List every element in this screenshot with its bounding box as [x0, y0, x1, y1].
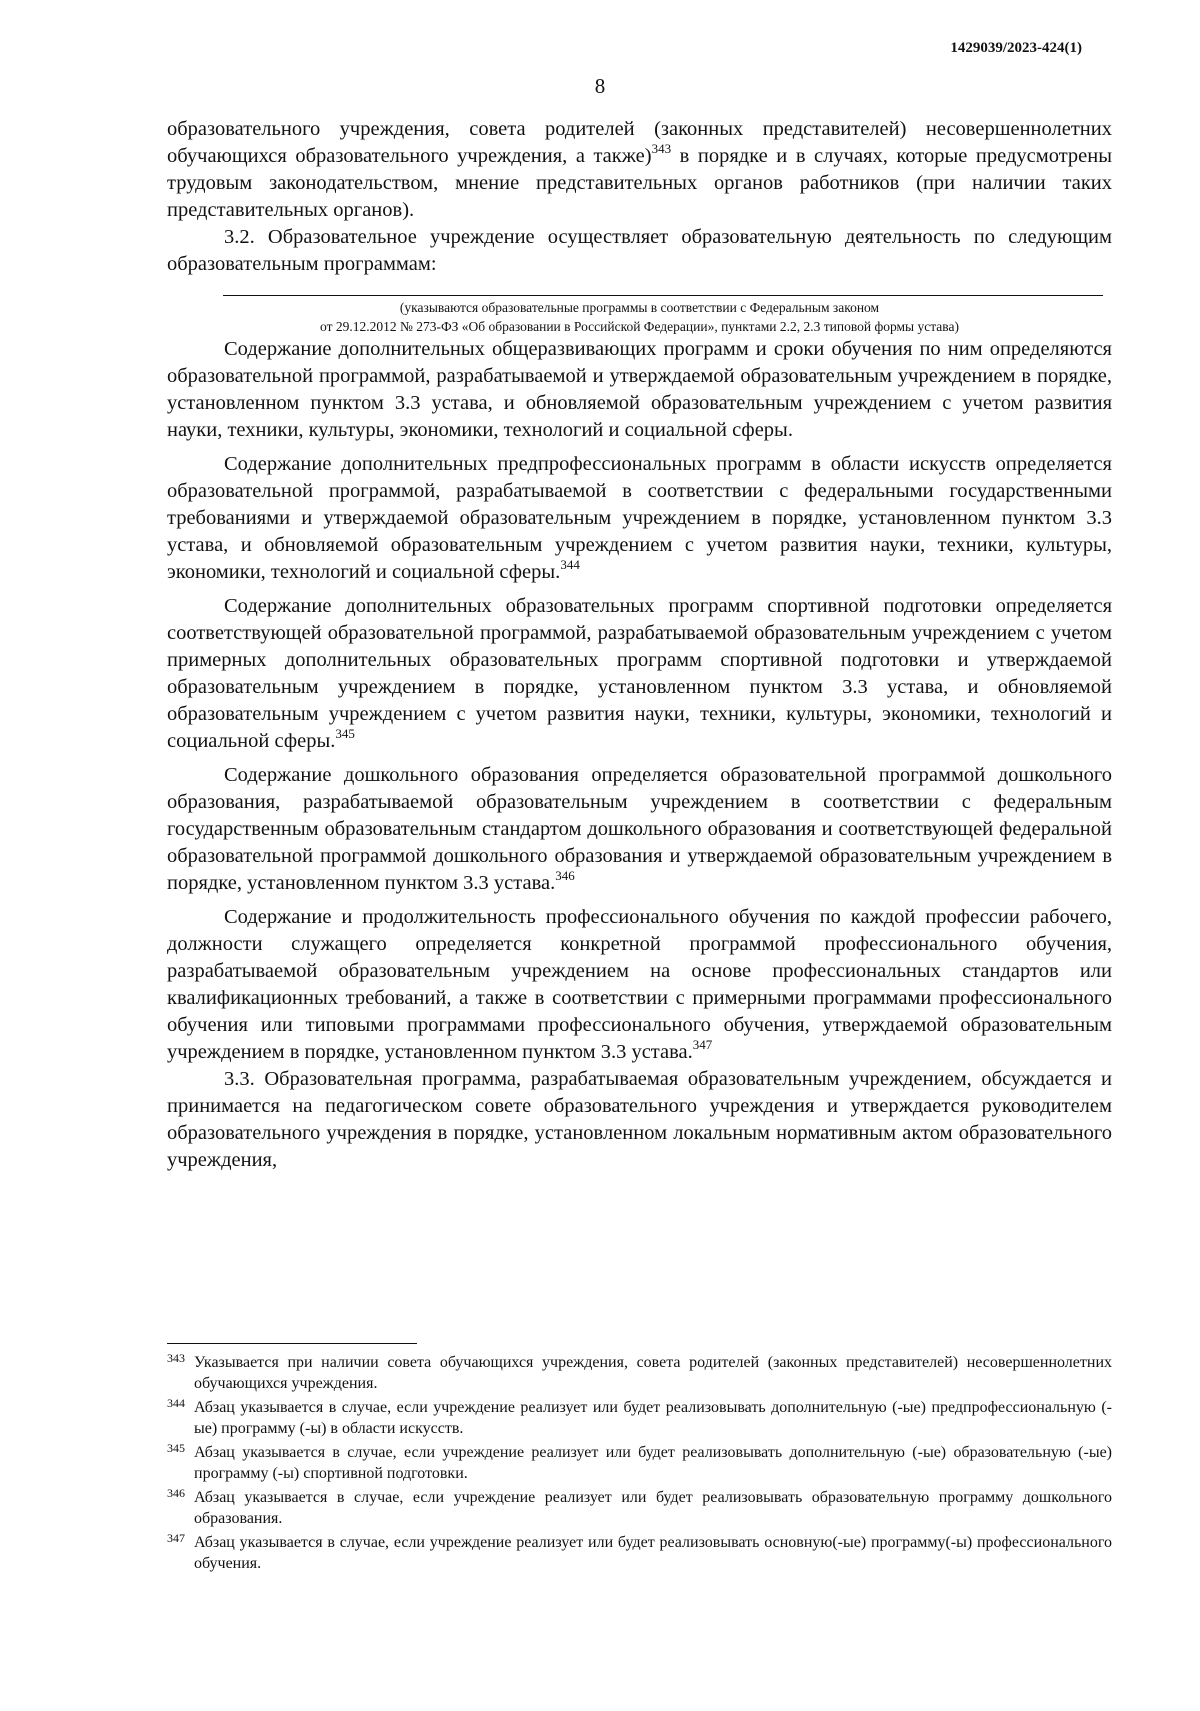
- paragraph-preschool: [167, 762, 1112, 897]
- footnote: [167, 1352, 1112, 1394]
- paragraph-text: в порядке и в случаях, которые предусмотрены трудовым законодательством, мнение представительных органов работников (при наличии таких представительных органов).: [167, 145, 1112, 221]
- footnote-number: 347: [167, 1531, 185, 1545]
- footnote: [167, 1397, 1112, 1439]
- paragraph-continuation: [167, 116, 1112, 224]
- footnote-text: Абзац указывается в случае, если учреждение реализует или будет реализовывать основную(-ые) программу(-ы) профессионального обучения.: [194, 1534, 1112, 1572]
- footnote: [167, 1442, 1112, 1484]
- footnote-text: Абзац указывается в случае, если учреждение реализует или будет реализовывать дополнительную (-ые) образовательную (-ые) программу (-ы) спортивной подготовки.: [194, 1444, 1112, 1482]
- footnote-number: 344: [167, 1396, 185, 1410]
- paragraph-3-3: 3.3. Образовательная программа, разрабатываемая образовательным учреждением, обсуждается и принимается на педагогическом совете образовательного учреждения и утверждается руководителем образовательного учреждения в порядке, установленном локальным нормативным актом образовательного учреждения,: [167, 1068, 1112, 1171]
- footnote-text: Указывается при наличии совета обучающихся учреждения, совета родителей (законных представителей) несовершеннолетних обучающихся учреждения.: [194, 1354, 1112, 1392]
- footnote-ref[interactable]: 346: [555, 868, 575, 883]
- footnote-number: 343: [167, 1351, 185, 1365]
- paragraph-sports: [167, 593, 1112, 755]
- fill-in-caption: [167, 298, 1112, 336]
- caption-line: от 29.12.2012 № 273-ФЗ «Об образовании в Российской Федерации», пунктами 2.2, 2.3 типовой формы устава): [320, 319, 959, 334]
- footnote-number: 346: [167, 1486, 185, 1500]
- paragraph-text: Содержание дополнительных образовательных программ спортивной подготовки определяется соответствующей образовательной программой, разрабатываемой образовательным учреждением с учетом примерных дополнительных образовательных программ спортивной подготовки и утверждаемой образовательным учреждением в порядке, установленном пунктом 3.3 устава, и обновляемой образовательным учреждением с учетом развития науки, техники, культуры, экономики, технологий и социальной сферы.: [167, 595, 1112, 752]
- document-number: 1429039/2023-424(1): [950, 40, 1082, 56]
- paragraph-vocational: [167, 904, 1112, 1066]
- footnote-text: Абзац указывается в случае, если учреждение реализует или будет реализовывать образовательную программу дошкольного образования.: [194, 1489, 1112, 1527]
- footnote-ref[interactable]: 347: [692, 1037, 713, 1052]
- document-body: [167, 116, 1112, 1174]
- paragraph-text: Содержание и продолжительность профессионального обучения по каждой профессии рабочего, должности служащего определяется конкретной программой профессионального обучения, разрабатываемой образовательным учреждением на основе профессиональных стандартов или квалификационных требований, а также в соответствии с примерными программами профессионального обучения или типовыми программами профессионального обучения, утверждаемой образовательным учреждением в порядке, установленном пунктом 3.3 устава.: [167, 906, 1112, 1063]
- paragraph-text: Содержание дополнительных предпрофессиональных программ в области искусств определяется образовательной программой, разрабатываемой в соответствии с федеральными государственными требованиями и утверждаемой образовательным учреждением в порядке, установленном пунктом 3.3 устава, и обновляемой образовательным учреждением с учетом развития науки, техники, культуры, экономики, технологий и социальной сферы.: [167, 453, 1112, 583]
- footnotes: [167, 1352, 1112, 1577]
- footnote: [167, 1532, 1112, 1574]
- paragraph-text: Содержание дошкольного образования определяется образовательной программой дошкольного образования, разрабатываемой образовательным учреждением в соответствии с федеральным государственным образовательным стандартом дошкольного образования и соответствующей федеральной образовательной программой дошкольного образования и утверждаемой образовательным учреждением в порядке, установленном пунктом 3.3 устава.: [167, 764, 1112, 894]
- paragraph-3-2: 3.2. Образовательное учреждение осуществляет образовательную деятельность по следующим образовательным программам:: [167, 226, 1112, 275]
- fill-in-line: [223, 294, 1103, 296]
- paragraph-general-development: Содержание дополнительных общеразвивающих программ и сроки обучения по ним определяются образовательной программой, разрабатываемой и утверждаемой образовательным учреждением в порядке, установленном пунктом 3.3 устава, и обновляемой образовательным учреждением с учетом развития науки, техники, культуры, экономики, технологий и социальной сферы.: [167, 338, 1112, 441]
- footnote-ref[interactable]: 344: [560, 557, 580, 572]
- paragraph-preprofessional: [167, 451, 1112, 586]
- caption-line: (указываются образовательные программы в соответствии с Федеральным законом: [399, 300, 880, 315]
- footnote-text: Абзац указывается в случае, если учреждение реализует или будет реализовывать дополнительную (-ые) предпрофессиональную (-ые) программу (-ы) в области искусств.: [194, 1399, 1112, 1437]
- footnote-ref[interactable]: 345: [335, 726, 355, 741]
- footnote-number: 345: [167, 1441, 185, 1455]
- footnote-ref[interactable]: 343: [651, 141, 672, 156]
- footnote-separator: [167, 1343, 417, 1344]
- page-number: 8: [594, 74, 606, 98]
- footnote: [167, 1487, 1112, 1529]
- paragraph-text: образовательного учреждения, совета родителей (законных представителей) несовершеннолетних обучающихся образовательного учреждения, а также): [167, 118, 1112, 167]
